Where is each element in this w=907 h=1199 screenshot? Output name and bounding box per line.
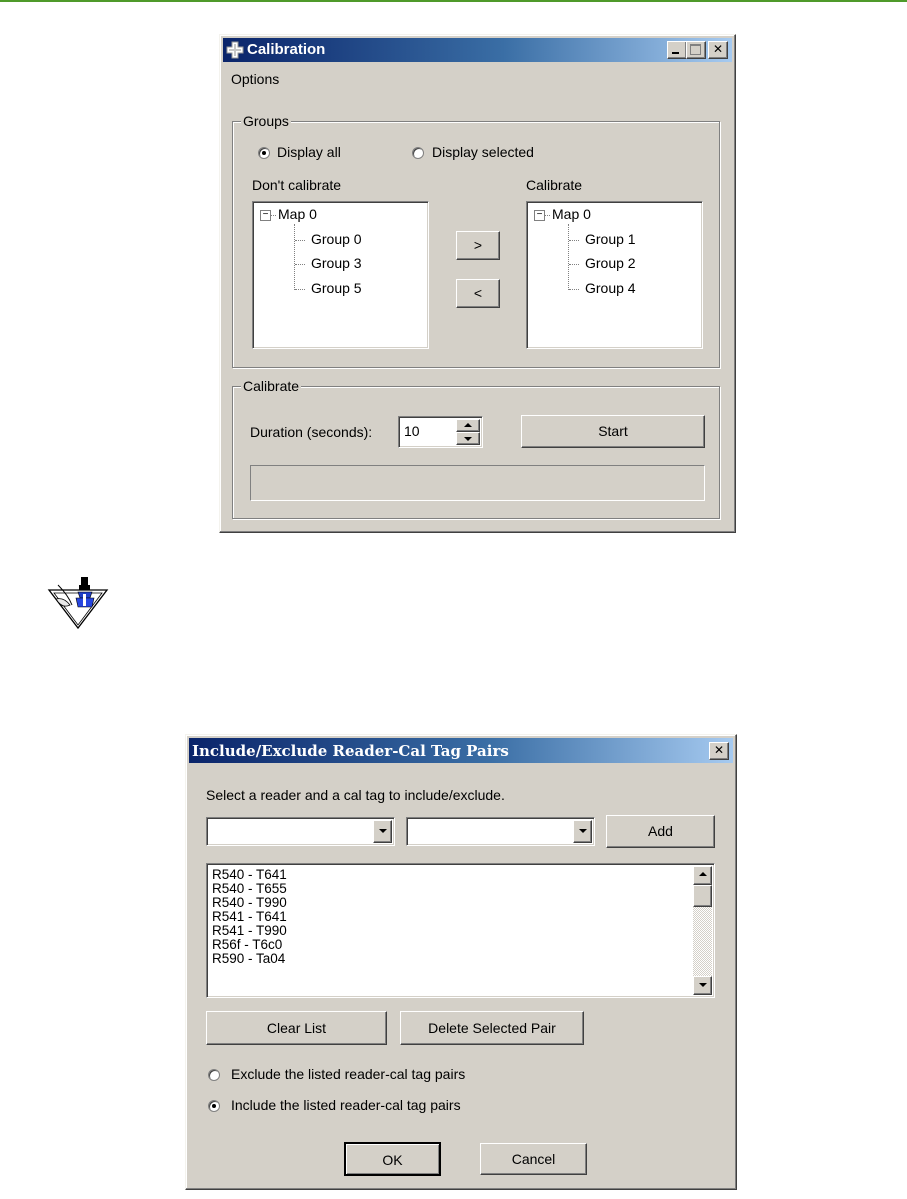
calibrate-legend: Calibrate xyxy=(243,378,300,394)
chevron-down-icon xyxy=(579,829,587,833)
calibration-window xyxy=(219,34,736,533)
reader-dropdown-button[interactable] xyxy=(373,820,392,843)
radio-include-label: Include the listed reader-cal tag pairs xyxy=(231,1097,461,1113)
move-left-label: < xyxy=(473,285,483,301)
ok-button[interactable] xyxy=(344,1142,441,1176)
menu-options[interactable]: Options xyxy=(231,71,280,87)
spin-up-button[interactable] xyxy=(456,419,480,432)
list-item[interactable]: R541 - T990 xyxy=(212,923,287,938)
delete-selected-pair-button[interactable] xyxy=(400,1011,584,1045)
scroll-up-button[interactable] xyxy=(693,866,712,885)
app-cross-icon xyxy=(226,41,244,59)
pairs-titlebar[interactable] xyxy=(189,738,733,763)
cancel-button[interactable] xyxy=(480,1143,587,1175)
radio-exclude-pairs[interactable] xyxy=(208,1069,220,1081)
duration-value[interactable]: 10 xyxy=(404,423,420,439)
close-button[interactable] xyxy=(708,41,728,59)
tree-connector xyxy=(295,289,305,290)
close-icon: ✕ xyxy=(712,42,724,56)
tree-connector xyxy=(569,264,579,265)
radio-exclude-label: Exclude the listed reader-cal tag pairs xyxy=(231,1066,466,1082)
tree-root-map[interactable]: Map 0 xyxy=(278,206,317,222)
tree-item-group[interactable]: Group 4 xyxy=(585,280,636,296)
scroll-thumb[interactable] xyxy=(693,885,712,907)
calibration-title: Calibration xyxy=(247,41,326,58)
tree-connector xyxy=(568,224,569,290)
dont-calibrate-label: Don't calibrate xyxy=(252,177,342,193)
spin-down-icon xyxy=(464,437,472,441)
duration-label: Duration (seconds): xyxy=(250,424,373,440)
list-item[interactable]: R56f - T6c0 xyxy=(212,937,283,952)
start-button[interactable] xyxy=(521,415,705,448)
pairs-dialog xyxy=(185,734,737,1190)
spin-up-icon xyxy=(464,423,472,427)
clear-list-label: Clear List xyxy=(266,1020,327,1036)
minimize-button[interactable] xyxy=(667,41,687,59)
delete-selected-label: Delete Selected Pair xyxy=(428,1020,556,1036)
radio-display-selected[interactable] xyxy=(412,147,424,159)
reader-select[interactable] xyxy=(206,817,395,846)
add-label: Add xyxy=(648,823,673,839)
dont-calibrate-tree[interactable] xyxy=(252,201,429,349)
ok-label: OK xyxy=(382,1152,403,1168)
tree-item-group[interactable]: Group 1 xyxy=(585,231,636,247)
spin-down-button[interactable] xyxy=(456,432,480,445)
caltag-select[interactable] xyxy=(406,817,595,846)
page-top-rule xyxy=(0,0,907,2)
pairs-title: Include/Exclude Reader-Cal Tag Pairs xyxy=(192,742,509,760)
tree-connector xyxy=(271,215,276,216)
calibration-titlebar[interactable] xyxy=(223,38,732,62)
list-item[interactable]: R540 - T655 xyxy=(212,881,287,896)
pairs-list-items xyxy=(212,868,287,966)
move-right-button[interactable] xyxy=(456,231,500,260)
calibrate-tree[interactable] xyxy=(526,201,703,349)
tree-collapse-icon[interactable]: − xyxy=(260,210,271,221)
move-left-button[interactable] xyxy=(456,279,500,308)
minimize-icon xyxy=(672,52,679,54)
tree-connector xyxy=(569,240,579,241)
tree-item-group[interactable]: Group 5 xyxy=(311,280,362,296)
scroll-down-button[interactable] xyxy=(693,976,712,995)
scroll-up-icon xyxy=(699,872,707,876)
radio-display-selected-label: Display selected xyxy=(432,144,534,160)
pairs-close-button[interactable] xyxy=(709,742,729,760)
calibrate-label: Calibrate xyxy=(526,177,583,193)
groups-legend: Groups xyxy=(243,113,289,129)
start-label: Start xyxy=(598,423,628,439)
scroll-down-icon xyxy=(699,983,707,987)
tree-collapse-icon[interactable]: − xyxy=(534,210,545,221)
list-item[interactable]: R540 - T990 xyxy=(212,895,287,910)
list-item[interactable]: R540 - T641 xyxy=(212,867,287,882)
maximize-button[interactable] xyxy=(686,41,706,59)
add-button[interactable] xyxy=(606,815,715,848)
instruction-text: Select a reader and a cal tag to include/exclude. xyxy=(206,787,505,803)
pairs-scrollbar[interactable] xyxy=(693,866,712,995)
clear-list-button[interactable] xyxy=(206,1011,387,1045)
calibration-progress-bar xyxy=(250,465,705,501)
tree-item-group[interactable]: Group 0 xyxy=(311,231,362,247)
pairs-list[interactable] xyxy=(206,863,715,998)
move-right-label: > xyxy=(473,237,483,253)
tree-root-map[interactable]: Map 0 xyxy=(552,206,591,222)
tree-connector xyxy=(295,264,305,265)
maximize-icon xyxy=(690,44,701,55)
chevron-down-icon xyxy=(379,829,387,833)
radio-display-all-label: Display all xyxy=(277,144,341,160)
list-item[interactable]: R590 - Ta04 xyxy=(212,951,286,966)
tree-connector xyxy=(294,224,295,290)
list-item[interactable]: R541 - T641 xyxy=(212,909,287,924)
cancel-label: Cancel xyxy=(511,1151,556,1167)
radio-include-pairs[interactable] xyxy=(208,1100,220,1112)
tree-connector xyxy=(569,289,579,290)
tree-connector xyxy=(545,215,550,216)
duration-spinner[interactable] xyxy=(398,416,483,448)
close-icon: ✕ xyxy=(713,743,725,757)
caltag-dropdown-button[interactable] xyxy=(573,820,592,843)
note-pushpin-icon xyxy=(46,575,110,631)
tree-item-group[interactable]: Group 3 xyxy=(311,255,362,271)
radio-display-all[interactable] xyxy=(258,147,270,159)
tree-item-group[interactable]: Group 2 xyxy=(585,255,636,271)
tree-connector xyxy=(295,240,305,241)
